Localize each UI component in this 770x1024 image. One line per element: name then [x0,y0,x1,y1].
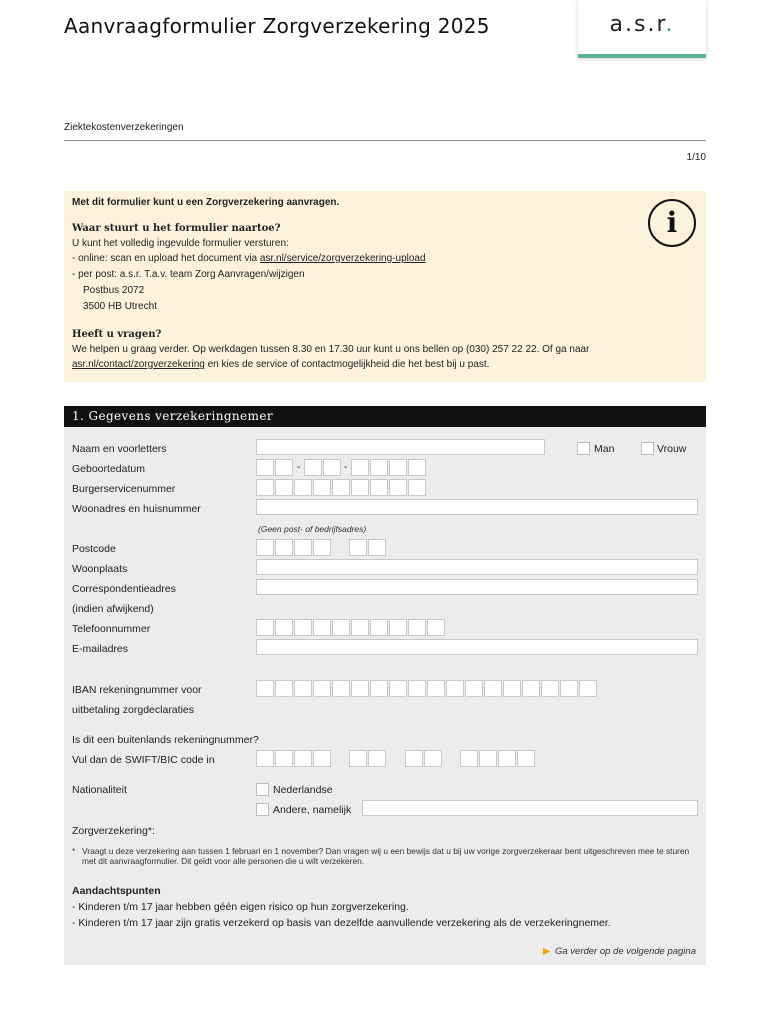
attention-item: - Kinderen t/m 17 jaar hebben géén eigen risico op hun zorgverzekering. [72,901,409,913]
digit-cell[interactable] [351,619,369,636]
label-postcode: Postcode [72,543,116,555]
info-box [64,191,706,382]
bsn-field[interactable] [256,479,426,496]
next-page-label: Ga verder op de volgende pagina [554,946,696,957]
digit-cell[interactable] [517,750,535,767]
digit-cell[interactable] [427,619,445,636]
label-woonplaats: Woonplaats [72,563,128,575]
geboortedatum-day[interactable] [256,459,293,476]
vrouw-checkbox[interactable] [641,442,654,455]
label-woonadres: Woonadres en huisnummer [72,503,201,515]
digit-cell[interactable] [370,619,388,636]
digit-cell[interactable] [408,619,426,636]
digit-cell[interactable] [294,539,312,556]
digit-cell[interactable] [368,750,386,767]
telefoon-field[interactable] [256,619,445,636]
digit-cell[interactable] [370,459,388,476]
digit-cell[interactable] [370,680,388,697]
info-where-text: U kunt het volledig ingevulde formulier versturen: [72,238,289,249]
info-online-prefix: - online: scan en upload het document via [72,253,260,264]
digit-cell[interactable] [408,479,426,496]
info-questions-suffix: en kies de service of contactmogelijkheid die het best bij u past. [204,359,490,370]
label-naam: Naam en voorletters [72,443,167,455]
logo-dot: . [665,12,675,37]
attention-item: - Kinderen t/m 17 jaar zijn gratis verzekerd op basis van dezelfde aanvullende verzekering als de verzekeringnemer. [72,917,611,929]
digit-cell[interactable] [275,750,293,767]
swift-bank[interactable] [256,750,331,767]
date-separator: - [297,462,301,473]
correspondentie-field[interactable] [256,579,698,595]
label-correspondentie-sub: (indien afwijkend) [72,603,154,615]
digit-cell[interactable] [368,539,386,556]
info-post-box: Postbus 2072 [83,285,145,296]
digit-cell[interactable] [313,479,331,496]
document-subtitle: Ziektekostenverzekeringen [64,122,184,133]
digit-cell[interactable] [275,619,293,636]
label-geboortedatum: Geboortedatum [72,463,145,475]
woonadres-hint: (Geen post- of bedrijfsadres) [258,524,367,534]
postcode-digits[interactable] [256,539,331,556]
digit-cell[interactable] [351,680,369,697]
swift-country[interactable] [349,750,386,767]
man-checkbox[interactable] [577,442,590,455]
digit-cell[interactable] [275,459,293,476]
digit-cell[interactable] [313,750,331,767]
digit-cell[interactable] [256,539,274,556]
iban-field[interactable] [256,680,597,697]
document-title: Aanvraagformulier Zorgverzekering 2025 [64,14,490,38]
info-post-city: 3500 HB Utrecht [83,301,157,312]
digit-cell[interactable] [349,750,367,767]
label-swift: Vul dan de SWIFT/BIC code in [72,754,215,766]
digit-cell[interactable] [484,680,502,697]
digit-cell[interactable] [349,539,367,556]
label-correspondentie: Correspondentieadres [72,583,176,595]
digit-cell[interactable] [389,459,407,476]
andere-label: Andere, namelijk [273,804,352,816]
digit-cell[interactable] [424,750,442,767]
digit-cell[interactable] [256,750,274,767]
footnote-text: Vraagt u deze verzekering aan tussen 1 februari en 1 november? Dan vragen wij u een bewijs dat u bij uw vorige zorgverzekeraar bent uitgeschreven mee te sturen met dit aanvraagformulier. Dit geldt voor alle personen die u wilt verzekeren. [82,846,690,866]
label-zorgverzekering: Zorgverzekering*: [72,825,155,837]
digit-cell[interactable] [560,680,578,697]
logo-accent-bar [578,54,706,58]
digit-cell[interactable] [503,680,521,697]
info-post-line: - per post: a.s.r. T.a.v. team Zorg Aanvragen/wijzigen [72,269,305,280]
date-separator: - [344,462,348,473]
digit-cell[interactable] [408,459,426,476]
digit-cell[interactable] [446,680,464,697]
digit-cell[interactable] [465,680,483,697]
digit-cell[interactable] [294,479,312,496]
nederlandse-checkbox[interactable] [256,783,269,796]
contact-link[interactable]: asr.nl/contact/zorgverzekering [72,359,205,370]
footnote-star: * [72,846,76,856]
info-intro: Met dit formulier kunt u een Zorgverzekering aanvragen. [72,197,340,208]
digit-cell[interactable] [479,750,497,767]
label-bsn: Burgerservicenummer [72,483,176,495]
label-iban: IBAN rekeningnummer voor [72,684,202,696]
digit-cell[interactable] [460,750,478,767]
nederlandse-label: Nederlandse [273,784,333,796]
info-questions-text: We helpen u graag verder. Op werkdagen tussen 8.30 en 17.30 uur kunt u ons bellen op (030) 257 22 22. Of ga naar [72,344,590,355]
digit-cell[interactable] [313,539,331,556]
digit-cell[interactable] [323,459,341,476]
digit-cell[interactable] [389,479,407,496]
digit-cell[interactable] [256,459,274,476]
attention-title: Aandachtspunten [72,885,161,897]
digit-cell[interactable] [304,459,322,476]
footnote [72,846,700,866]
label-buitenlands: Is dit een buitenlands rekeningnummer? [72,734,259,746]
info-questions-line2 [72,359,489,370]
digit-cell[interactable] [427,680,445,697]
email-field[interactable] [256,639,698,655]
info-where-title: Waar stuurt u het formulier naartoe? [72,223,281,234]
info-icon: i [648,199,696,247]
label-nationaliteit: Nationaliteit [72,784,127,796]
digit-cell[interactable] [332,680,350,697]
digit-cell[interactable] [351,459,369,476]
digit-cell[interactable] [294,619,312,636]
vrouw-label: Vrouw [657,443,687,455]
digit-cell[interactable] [256,680,274,697]
digit-cell[interactable] [389,619,407,636]
digit-cell[interactable] [389,680,407,697]
woonplaats-field[interactable] [256,559,698,575]
label-email: E-mailadres [72,643,129,655]
label-telefoon: Telefoonnummer [72,623,151,635]
label-iban-sub: uitbetaling zorgdeclaraties [72,704,194,716]
next-page-note [543,946,696,957]
digit-cell[interactable] [313,680,331,697]
upload-link[interactable]: asr.nl/service/zorgverzekering-upload [259,253,426,264]
digit-cell[interactable] [541,680,559,697]
digit-cell[interactable] [294,680,312,697]
digit-cell[interactable] [405,750,423,767]
digit-cell[interactable] [498,750,516,767]
digit-cell[interactable] [275,479,293,496]
header-divider [64,140,706,141]
andere-nationaliteit-field[interactable] [362,800,698,816]
naam-field[interactable] [256,439,545,455]
swift-branch[interactable] [460,750,535,767]
digit-cell[interactable] [256,479,274,496]
man-label: Man [594,443,615,455]
asr-logo [578,0,706,58]
digit-cell[interactable] [294,750,312,767]
digit-cell[interactable] [579,680,597,697]
geboortedatum-month[interactable] [304,459,341,476]
section-title: 1. Gegevens verzekeringnemer [64,406,706,427]
andere-checkbox[interactable] [256,803,269,816]
digit-cell[interactable] [332,619,350,636]
info-questions-title: Heeft u vragen? [72,329,162,340]
play-arrow-icon: ▶ [543,946,551,957]
digit-cell[interactable] [351,479,369,496]
digit-cell[interactable] [370,479,388,496]
digit-cell[interactable] [332,479,350,496]
digit-cell[interactable] [313,619,331,636]
page-number: 1/10 [686,152,706,163]
postcode-letters[interactable] [349,539,386,556]
info-online-line [72,253,426,264]
geboortedatum-year[interactable] [351,459,426,476]
digit-cell[interactable] [256,619,274,636]
digit-cell[interactable] [275,680,293,697]
woonadres-field[interactable] [256,499,698,515]
digit-cell[interactable] [408,680,426,697]
digit-cell[interactable] [275,539,293,556]
logo-text: a.s.r [609,12,666,37]
digit-cell[interactable] [522,680,540,697]
swift-location[interactable] [405,750,442,767]
